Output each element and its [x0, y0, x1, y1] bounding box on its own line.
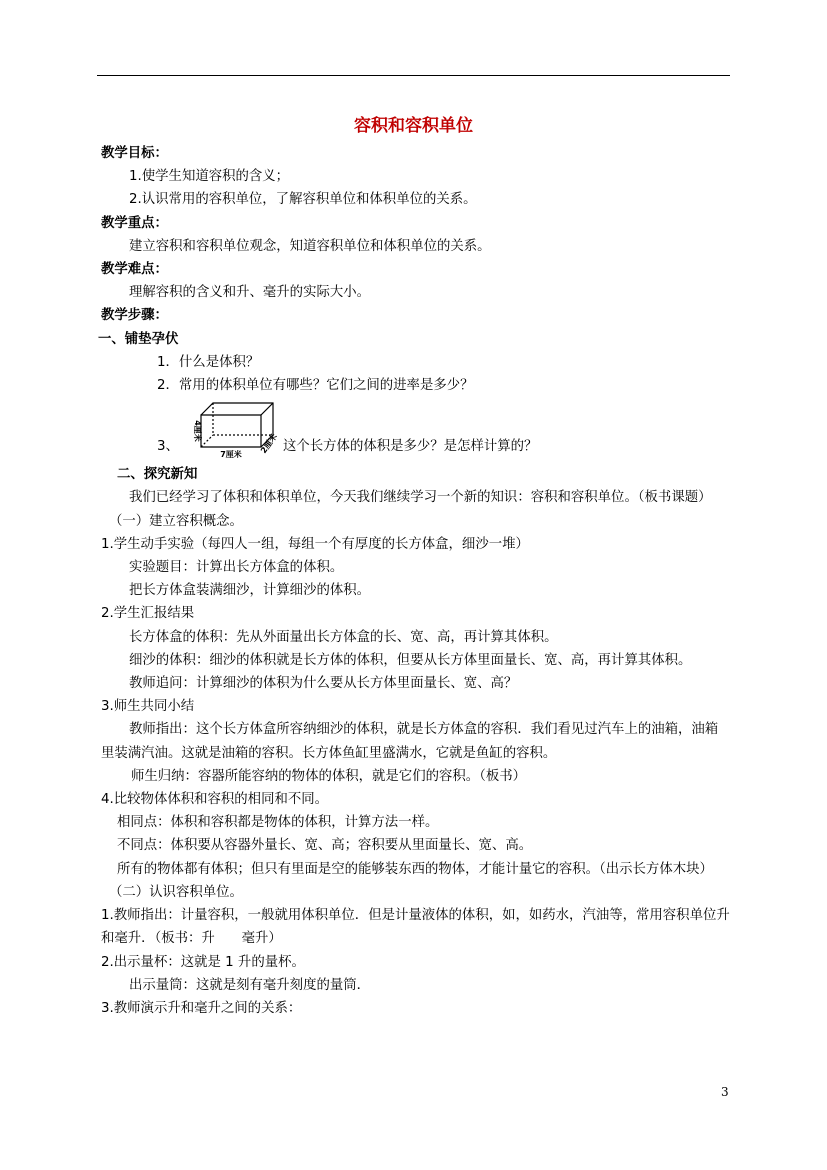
part1-question-1: 1．什么是体积？ [157, 354, 260, 370]
document-body [98, 142, 731, 1020]
subsection-1-heading: （一）建立容积概念。 [109, 513, 243, 529]
cuboid-length-label: 7厘米 [220, 450, 242, 460]
step-1-2b: 细沙的体积：细沙的体积就是长方体的体积，但要从长方体里面量长、宽、高，再计算其体积。 [129, 652, 692, 668]
question-3-number: 3、 [157, 439, 179, 455]
step-1-2a: 长方体盒的体积：先从外面量出长方体盒的长、宽、高，再计算其体积。 [129, 629, 558, 645]
goal-heading: 教学目标： [101, 146, 168, 161]
part1-question-3 [101, 397, 731, 463]
steps-heading: 教学步骤： [101, 308, 168, 324]
step-1-4b: 不同点：体积要从容器外量长、宽、高；容积要从里面量长、宽、高。 [117, 838, 533, 854]
question-3-text: 这个长方体的体积是多少？是怎样计算的？ [283, 439, 538, 455]
key-heading: 教学重点： [101, 215, 168, 231]
step-1-1b: 把长方体盒装满细沙，计算细沙的体积。 [129, 583, 371, 599]
step-1-2: 2.学生汇报结果 [101, 606, 195, 622]
step-1-4a: 相同点：体积和容积都是物体的体积，计算方法一样。 [117, 815, 439, 831]
part2-intro: 我们已经学习了体积和体积单位，今天我们继续学习一个新的知识：容积和容积单位。（板书课题） [129, 490, 712, 506]
step-2-2a: 出示量筒：这就是刻有毫升刻度的量筒． [129, 977, 371, 993]
key-text: 建立容积和容积单位观念，知道容积单位和体积单位的关系。 [129, 238, 491, 254]
step-1-4c: 所有的物体都有体积；但只有里面是空的能够装东西的物体，才能计量它的容积。（出示长方体木块） [117, 861, 713, 877]
step-2-1: 1.教师指出：计量容积，一般就用体积单位．但是计量液体的体积，如，如药水，汽油等，常用容积单位升和毫升．（板书：升 毫升） [101, 908, 730, 947]
step-1-1a: 实验题目：计算出长方体盒的体积。 [129, 560, 344, 576]
step-1-3: 3.师生共同小结 [101, 699, 195, 715]
page-title: 容积和容积单位 [354, 116, 473, 136]
step-1-4: 4.比较物体体积和容积的相同和不同。 [101, 792, 329, 808]
difficulty-heading: 教学难点： [101, 262, 168, 278]
cuboid-height-label: 4厘米 [193, 420, 202, 443]
step-2-3: 3.教师演示升和毫升之间的关系： [101, 1000, 302, 1016]
goal-item-1: 1.使学生知道容积的含义； [129, 169, 290, 185]
step-1-1: 1.学生动手实验（每四人一组，每组一个有厚度的长方体盒，细沙一堆） [101, 536, 529, 552]
step-1-3b: 师生归纳：容器所能容纳的物体的体积，就是它们的容积。（板书） [131, 768, 527, 784]
step-2-2: 2.出示量杯：这就是 1 升的量杯。 [101, 954, 305, 970]
header-rule [97, 75, 730, 76]
page-number: 3 [721, 1085, 729, 1099]
cuboid-figure [187, 397, 279, 459]
part2-heading: 二、探究新知 [117, 467, 198, 483]
subsection-2-heading: （二）认识容积单位。 [109, 884, 243, 900]
step-1-3a: 教师指出：这个长方体盒所容纳细沙的体积，就是长方体盒的容积．我们看见过汽车上的油箱，油箱里装满汽油。这就是油箱的容积。长方体鱼缸里盛满水，它就是鱼缸的容积。 [101, 722, 719, 761]
cuboid-width-label: 2厘米 [259, 432, 279, 456]
part1-question-2: 2．常用的体积单位有哪些？它们之间的进率是多少？ [157, 378, 474, 394]
goal-item-2: 2.认识常用的容积单位，了解容积单位和体积单位的关系。 [129, 192, 477, 208]
part1-heading: 一、铺垫孕伏 [98, 331, 179, 347]
difficulty-text: 理解容积的含义和升、毫升的实际大小。 [129, 285, 371, 301]
step-1-2c: 教师追问：计算细沙的体积为什么要从长方体里面量长、宽、高？ [129, 676, 518, 692]
